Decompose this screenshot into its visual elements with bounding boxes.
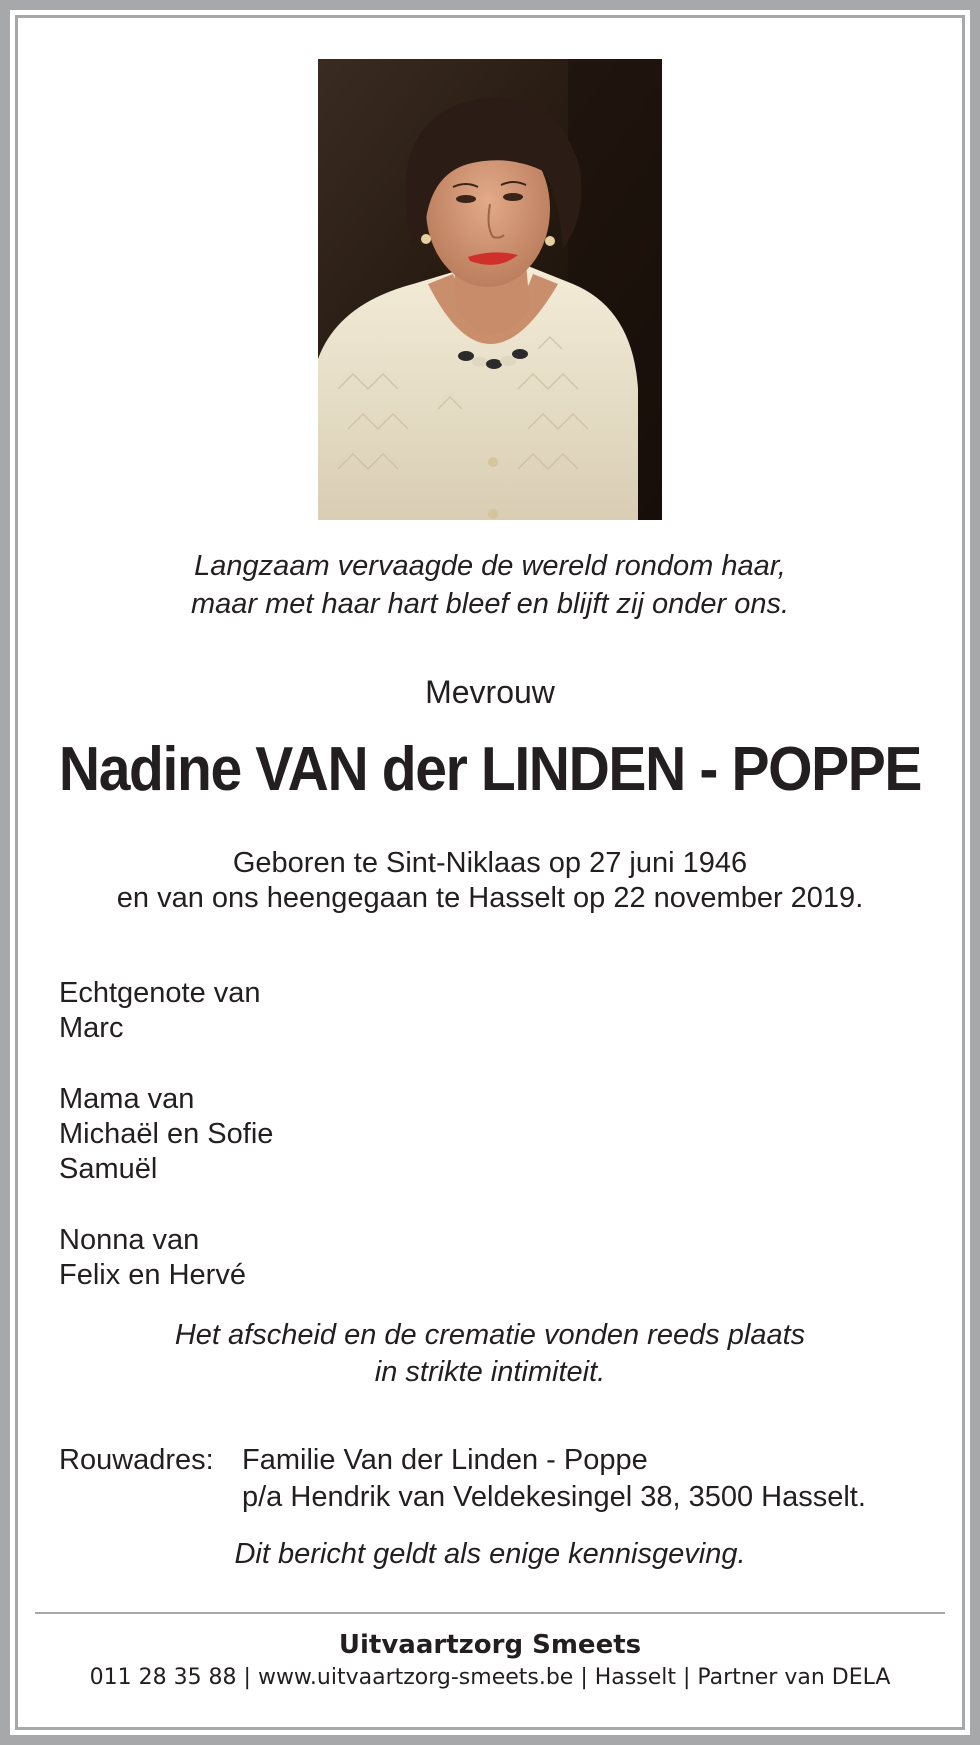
spouse-label: Echtgenote van	[59, 977, 261, 1009]
footer-divider	[35, 1612, 945, 1614]
grandchildren-group	[59, 1223, 273, 1293]
grandchildren-name: Felix en Hervé	[59, 1259, 246, 1291]
children-name: Michaël en Sofie	[59, 1118, 274, 1150]
grandchildren-label: Nonna van	[59, 1224, 200, 1256]
birth-line: Geboren te Sint-Niklaas op 27 juni 1946	[232, 847, 748, 879]
spouse-group	[59, 976, 273, 1046]
salutation: Mevrouw	[425, 674, 555, 710]
spouse-name: Marc	[59, 1012, 124, 1044]
company-contact: 011 28 35 88 | www.uitvaartzorg-smeets.be | Hasselt | Partner van DELA	[89, 1665, 891, 1690]
memorial-quote	[0, 547, 980, 623]
portrait-photo	[318, 59, 662, 520]
notice-text: Dit bericht geldt als enige kennisgeving.	[234, 1538, 746, 1570]
address-line-2: p/a Hendrik van Veldekesingel 38, 3500 Hasselt.	[242, 1481, 866, 1513]
address-line-1: Familie Van der Linden - Poppe	[242, 1444, 648, 1476]
ceremony-line-2: in strikte intimiteit.	[374, 1356, 606, 1388]
quote-line-1: Langzaam vervaagde de wereld rondom haar,	[194, 550, 786, 582]
family-list	[59, 976, 273, 1329]
children-label: Mama van	[59, 1083, 195, 1115]
death-line: en van ons heengegaan te Hasselt op 22 november 2019.	[116, 882, 864, 914]
company-name: Uitvaartzorg Smeets	[338, 1630, 642, 1660]
ceremony-note	[0, 1317, 980, 1391]
address-label: Rouwadres:	[59, 1444, 214, 1476]
children-name: Samuël	[59, 1153, 158, 1185]
ceremony-line-1: Het afscheid en de crematie vonden reeds plaats	[174, 1319, 806, 1351]
deceased-name: Nadine VAN der LINDEN - POPPE	[58, 735, 922, 804]
birth-death-dates	[0, 846, 980, 916]
children-group	[59, 1082, 273, 1187]
quote-line-2: maar met haar hart bleef en blijft zij onder ons.	[190, 588, 790, 620]
